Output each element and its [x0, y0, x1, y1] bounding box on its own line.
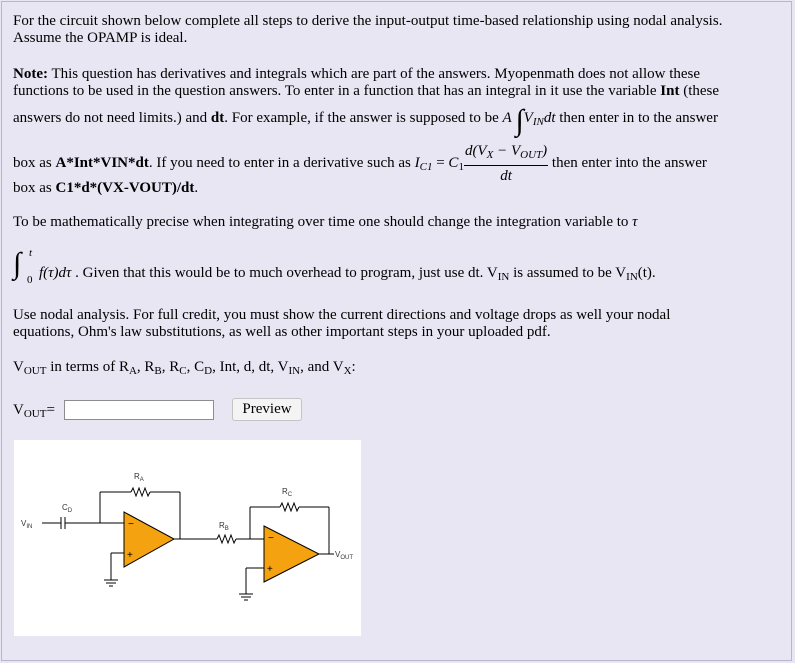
opamp-2-minus: − — [268, 533, 274, 544]
note-label: Note: — [13, 66, 48, 82]
label-rb: $R_B$ — [219, 521, 229, 532]
opamp-1-plus: + — [127, 550, 133, 561]
note-line-2: functions to be used in the question answers. To enter in a function that has an integral in it use the variable Int (these — [13, 83, 720, 99]
instructions-line-2: equations, Ohm's law substitutions, as well as other important steps in your uploaded pdf. — [13, 324, 551, 340]
circuit-diagram — [14, 440, 361, 636]
note-line-3: answers do not need limits.) and dt. For example, if the answer is supposed to be A $\int V_{IN}dt$ then enter in to the answer — [13, 104, 718, 137]
example-integral-answer: A*Int*VIN*dt — [55, 154, 149, 171]
note-line-1: Note: This question has derivatives and integrals which are part of the answers. Myopenmath does not allow these — [13, 66, 701, 82]
preview-button[interactable]: Preview — [232, 398, 302, 421]
note-line-5: box as C1*d*(VX-VOUT)/dt. — [13, 180, 199, 196]
circuit-schematic — [14, 440, 361, 636]
definite-integral: ∫ t 0 — [13, 247, 33, 286]
dt-keyword: dt — [210, 110, 225, 126]
precision-line-1: To be mathematically precise when integrating over time one should change the integration variable to τ — [13, 214, 638, 230]
resistor-rc — [280, 503, 299, 511]
intro-line-2: Assume the OPAMP is ideal. — [13, 30, 188, 46]
int-keyword: Int — [660, 83, 680, 99]
label-vin: $V_{IN}$ — [21, 519, 33, 530]
label-ra: $R_A$ — [134, 472, 144, 483]
answer-label: $V_{OUT}=$ — [13, 402, 55, 420]
derivative-fraction: $\frac{d(V_X - V_{OUT})}{dt}$ — [464, 143, 548, 184]
resistor-rb — [217, 535, 236, 543]
intro-line-1: For the circuit shown below complete all steps to derive the input-output time-based relationship using nodal analysis. — [13, 13, 723, 29]
note-line-4: box as A*Int*VIN*dt. If you need to enter in a derivative such as $I_{C1} = C_1$ $\frac{d(V_X - V_{OUT})}{dt}$ then enter into the answer — [13, 143, 707, 184]
instructions-line-1: Use nodal analysis. For full credit, you must show the current directions and voltage drops as well your nodal — [13, 307, 671, 323]
example-derivative-answer: C1*d*(VX-VOUT)/dt — [55, 180, 195, 196]
label-rc: $R_C$ — [282, 487, 293, 498]
opamp-1-minus: − — [128, 519, 134, 530]
resistor-ra — [131, 488, 150, 496]
question-panel — [1, 1, 792, 661]
opamp-2-plus: + — [267, 564, 273, 575]
vout-answer-input[interactable] — [64, 400, 214, 420]
answer-prompt: $V_{OUT}$ in terms of $R_A$, $R_B$, $R_C$, $C_D$, Int, d, dt, $V_{IN}$, and $V_X$: — [13, 359, 356, 377]
precision-line-2: ∫ t 0 f(τ)dτ . Given that this would be to much overhead to program, just use dt. $V_{IN}$ is assumed to be $V_{IN}(t)$. — [13, 247, 656, 286]
label-cd: $C_D$ — [62, 503, 73, 514]
label-vout: $V_{OUT}$ — [335, 550, 354, 561]
integral-symbol: ∫ — [515, 104, 524, 137]
